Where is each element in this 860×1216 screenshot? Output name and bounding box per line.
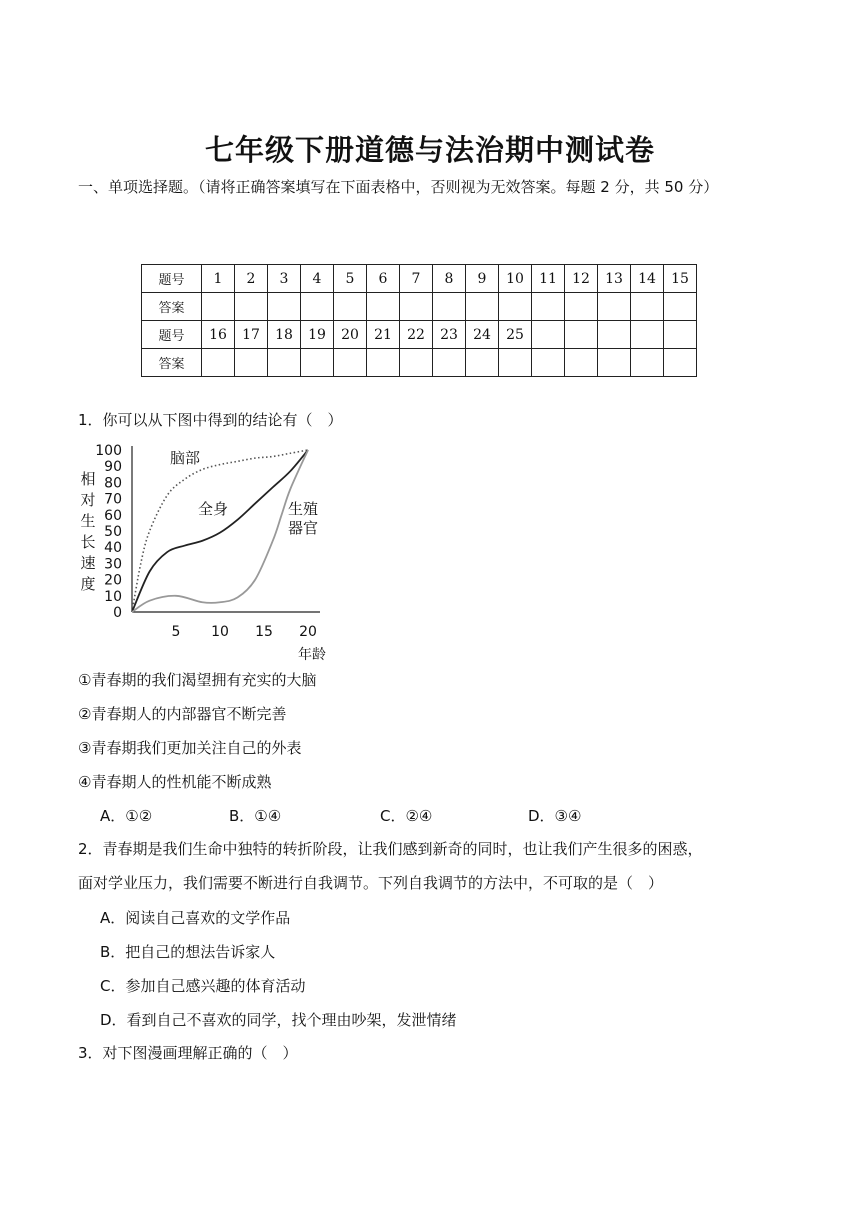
y-tick-label: 100 <box>95 443 122 459</box>
table-cell: 23 <box>433 321 466 349</box>
y-tick-label: 40 <box>104 540 122 557</box>
table-header-label: 题号 <box>142 321 202 349</box>
table-cell: 7 <box>400 265 433 293</box>
y-axis-label: 速 <box>80 554 96 572</box>
answer-cell[interactable] <box>532 349 565 377</box>
series-label: 脑部 <box>170 449 201 467</box>
table-cell <box>565 321 598 349</box>
y-tick-label: 30 <box>104 556 122 573</box>
table-cell: 19 <box>301 321 334 349</box>
question-3-stem: 3．对下图漫画理解正确的（ ） <box>78 1044 298 1062</box>
y-axis-label: 度 <box>80 575 96 593</box>
table-cell: 5 <box>334 265 367 293</box>
question-2-option-d[interactable]: D．看到自己不喜欢的同学，找个理由吵架，发泄情绪 <box>100 1011 457 1029</box>
question-1-item: ①青春期的我们渴望拥有充实的大脑 <box>78 671 317 689</box>
x-tick-label: 20 <box>299 624 317 640</box>
table-cell: 4 <box>301 265 334 293</box>
question-2-stem: 2．青春期是我们生命中独特的转折阶段，让我们感到新奇的同时，也让我们产生很多的困惑， <box>78 840 703 858</box>
table-cell: 15 <box>664 265 697 293</box>
y-axis-label: 对 <box>80 491 96 509</box>
table-cell: 22 <box>400 321 433 349</box>
table-cell: 2 <box>235 265 268 293</box>
answer-cell[interactable] <box>334 349 367 377</box>
answer-cell[interactable] <box>334 293 367 321</box>
answer-cell[interactable] <box>499 349 532 377</box>
y-axis-label: 相 <box>80 470 96 488</box>
table-cell: 11 <box>532 265 565 293</box>
answer-cell[interactable] <box>466 349 499 377</box>
question-1-option-d[interactable]: D．③④ <box>528 807 582 825</box>
answer-cell[interactable] <box>400 293 433 321</box>
series-line-1 <box>132 450 308 612</box>
answer-cell[interactable] <box>301 293 334 321</box>
table-cell: 16 <box>202 321 235 349</box>
question-1-option-b[interactable]: B．①④ <box>229 807 282 825</box>
answer-cell[interactable] <box>268 349 301 377</box>
table-cell <box>598 321 631 349</box>
answer-table <box>141 264 697 377</box>
table-cell: 8 <box>433 265 466 293</box>
y-tick-label: 0 <box>113 605 122 621</box>
table-cell <box>664 321 697 349</box>
answer-cell[interactable] <box>664 349 697 377</box>
table-cell: 24 <box>466 321 499 349</box>
table-cell: 25 <box>499 321 532 349</box>
table-cell: 3 <box>268 265 301 293</box>
table-cell: 1 <box>202 265 235 293</box>
series-label: 生殖 <box>288 500 319 518</box>
answer-cell[interactable] <box>367 293 400 321</box>
answer-cell[interactable] <box>367 349 400 377</box>
question-2-option-c[interactable]: C．参加自己感兴趣的体育活动 <box>100 977 306 995</box>
y-tick-label: 20 <box>104 572 122 589</box>
table-cell <box>631 321 664 349</box>
question-1-stem: 1．你可以从下图中得到的结论有（ ） <box>78 411 343 429</box>
answer-cell[interactable] <box>202 293 235 321</box>
answer-cell[interactable] <box>235 293 268 321</box>
x-tick-label: 5 <box>171 624 181 640</box>
x-tick-label: 15 <box>255 624 273 640</box>
table-cell: 10 <box>499 265 532 293</box>
answer-cell[interactable] <box>631 293 664 321</box>
y-tick-label: 50 <box>104 524 122 540</box>
answer-cell[interactable] <box>631 349 664 377</box>
answer-cell[interactable] <box>499 293 532 321</box>
answer-cell[interactable] <box>301 349 334 377</box>
question-1-item: ④青春期人的性机能不断成熟 <box>78 773 272 791</box>
answer-cell[interactable] <box>598 293 631 321</box>
question-2-stem-continued: 面对学业压力，我们需要不断进行自我调节。下列自我调节的方法中，不可取的是（ ） <box>78 874 664 892</box>
table-cell: 14 <box>631 265 664 293</box>
answer-cell[interactable] <box>433 349 466 377</box>
table-cell: 18 <box>268 321 301 349</box>
answer-cell[interactable] <box>532 293 565 321</box>
y-axis-label: 生 <box>80 512 96 530</box>
answer-cell[interactable] <box>400 349 433 377</box>
table-answer-label: 答案 <box>142 349 202 377</box>
series-line-3 <box>132 450 308 612</box>
y-tick-label: 90 <box>104 459 122 476</box>
table-cell: 21 <box>367 321 400 349</box>
table-header-label: 题号 <box>142 265 202 293</box>
answer-cell[interactable] <box>565 293 598 321</box>
y-tick-label: 80 <box>104 475 122 492</box>
table-cell: 13 <box>598 265 631 293</box>
table-row <box>142 293 697 321</box>
answer-cell[interactable] <box>268 293 301 321</box>
question-1-option-c[interactable]: C．②④ <box>380 807 433 825</box>
answer-cell[interactable] <box>565 349 598 377</box>
growth-chart <box>78 436 348 666</box>
table-row <box>142 265 697 293</box>
table-row <box>142 349 697 377</box>
question-2-option-b[interactable]: B．把自己的想法告诉家人 <box>100 943 276 961</box>
y-axis-label: 长 <box>80 533 96 551</box>
table-cell <box>532 321 565 349</box>
table-row <box>142 321 697 349</box>
question-1-option-a[interactable]: A．①② <box>100 807 153 825</box>
y-tick-label: 10 <box>104 588 122 605</box>
answer-cell[interactable] <box>202 349 235 377</box>
table-cell: 17 <box>235 321 268 349</box>
y-tick-label: 70 <box>104 491 122 508</box>
y-tick-label: 60 <box>104 507 122 524</box>
question-1-item: ②青春期人的内部器官不断完善 <box>78 705 287 723</box>
x-axis-label: 年龄 <box>298 647 326 663</box>
x-tick-label: 10 <box>211 624 229 640</box>
table-cell: 12 <box>565 265 598 293</box>
table-cell: 6 <box>367 265 400 293</box>
answer-cell[interactable] <box>466 293 499 321</box>
table-cell: 20 <box>334 321 367 349</box>
series-label: 全身 <box>198 500 229 518</box>
answer-cell[interactable] <box>664 293 697 321</box>
question-2-option-a[interactable]: A．阅读自己喜欢的文学作品 <box>100 909 291 927</box>
table-answer-label: 答案 <box>142 293 202 321</box>
section-heading: 一、单项选择题。（请将正确答案填写在下面表格中，否则视为无效答案。每题 2 分，共 50 分） <box>78 178 719 196</box>
series-label: 器官 <box>288 519 319 537</box>
answer-cell[interactable] <box>235 349 268 377</box>
question-1-item: ③青春期我们更加关注自己的外表 <box>78 739 302 757</box>
answer-cell[interactable] <box>598 349 631 377</box>
page-title: 七年级下册道德与法治期中测试卷 <box>204 133 655 167</box>
table-cell: 9 <box>466 265 499 293</box>
series-line-2 <box>132 450 308 612</box>
answer-cell[interactable] <box>433 293 466 321</box>
